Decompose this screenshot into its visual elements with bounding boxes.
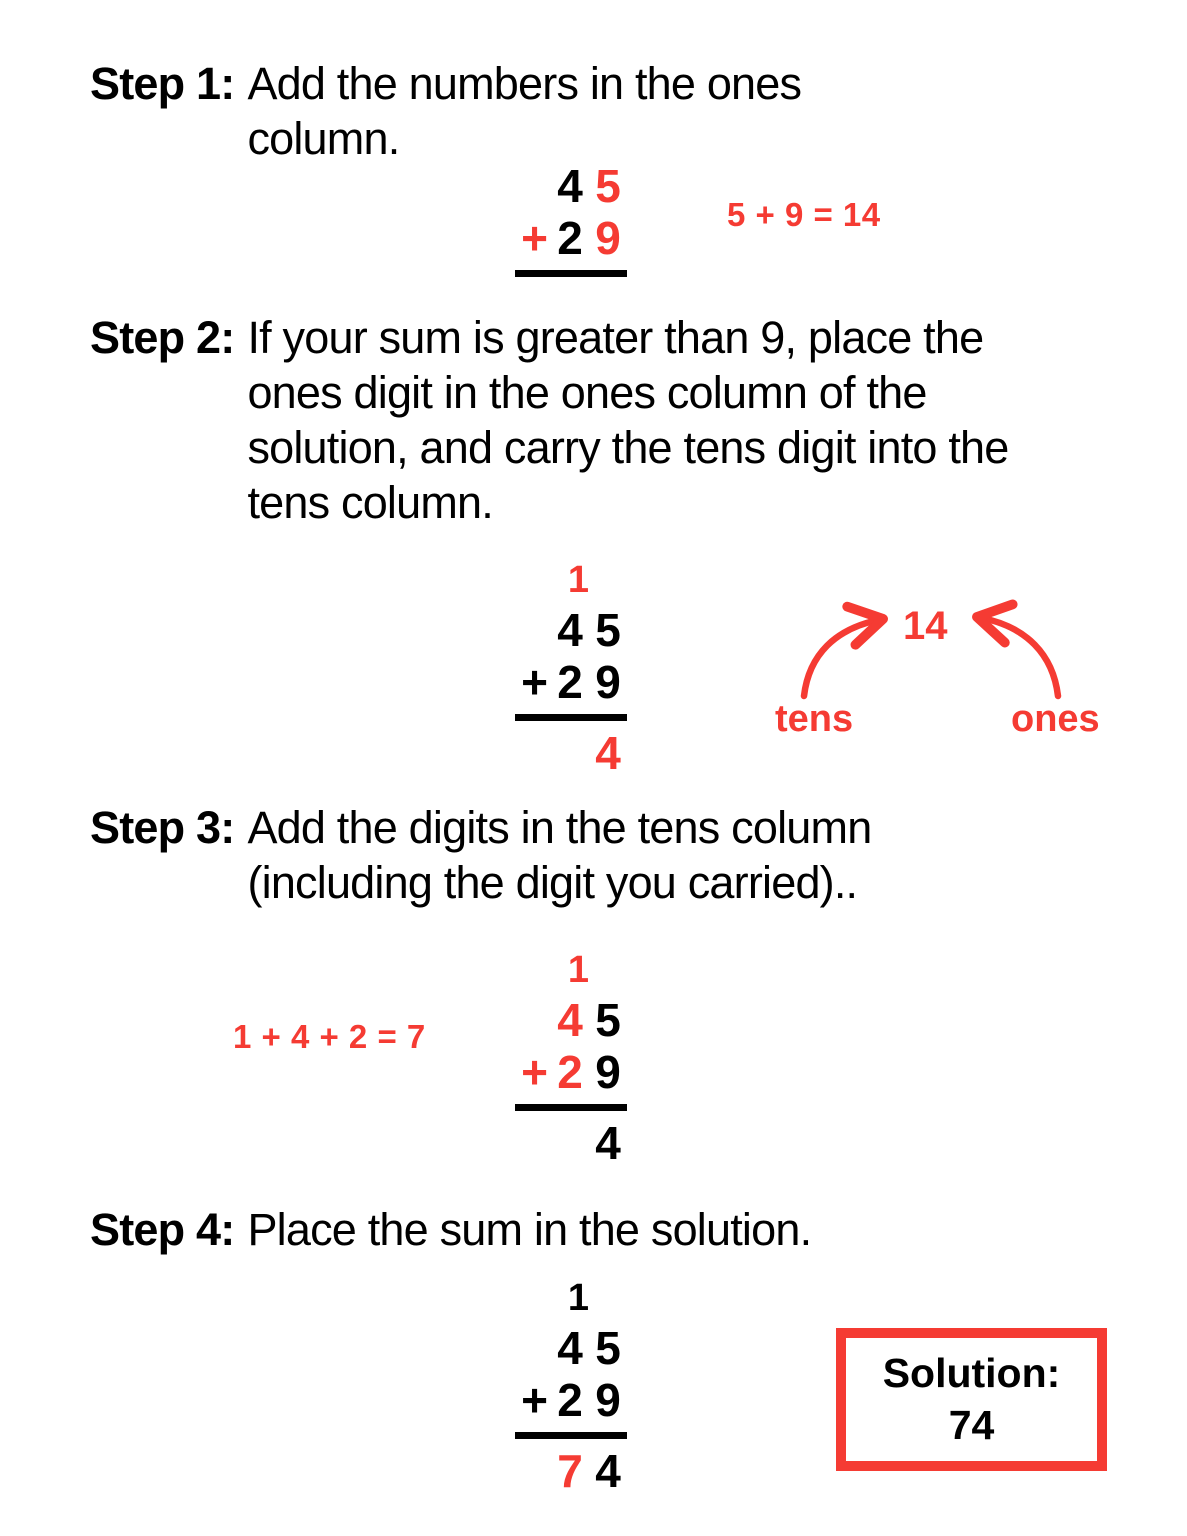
digit: 4 bbox=[595, 1445, 621, 1497]
step-4-label: Step 4: bbox=[90, 1204, 235, 1255]
tens-arrow-icon bbox=[804, 620, 878, 696]
digit: 5 bbox=[595, 1322, 621, 1374]
step-4-text: Place the sum in the solution. bbox=[247, 1204, 812, 1255]
step-2-label: Step 2: bbox=[90, 312, 235, 363]
result-row bbox=[512, 1445, 627, 1497]
step-1-problem bbox=[512, 160, 627, 283]
digit: 2 bbox=[557, 1374, 583, 1426]
digit: 5 bbox=[595, 604, 621, 656]
step-1-label: Step 1: bbox=[90, 58, 235, 109]
step-3-heading bbox=[90, 800, 1017, 910]
solution-box bbox=[836, 1328, 1107, 1471]
ones-label: ones bbox=[1011, 698, 1100, 740]
digit: 4 bbox=[557, 994, 583, 1046]
addend-top-row bbox=[512, 994, 627, 1046]
tens-sum-note: 1 + 4 + 2 = 7 bbox=[233, 1018, 426, 1055]
digit: 9 bbox=[595, 212, 621, 264]
result-row bbox=[512, 1117, 627, 1169]
digit: 2 bbox=[557, 1046, 583, 1098]
step-4-heading bbox=[90, 1202, 1147, 1257]
digit: 4 bbox=[557, 160, 583, 212]
addend-top-row bbox=[512, 1322, 627, 1374]
solution-value: 74 bbox=[948, 1401, 995, 1448]
digit: 4 bbox=[557, 604, 583, 656]
digit: 2 bbox=[557, 212, 583, 264]
digit: 9 bbox=[595, 1046, 621, 1098]
digit: 4 bbox=[595, 1117, 621, 1169]
sum-line bbox=[515, 714, 627, 721]
digit: 5 bbox=[595, 160, 621, 212]
ones-arrow-icon bbox=[982, 618, 1058, 696]
addend-bottom-row bbox=[512, 212, 627, 264]
sum-line bbox=[515, 270, 627, 277]
plus-sign: + bbox=[521, 212, 548, 264]
carry-arrows-icon bbox=[780, 598, 1080, 703]
tens-label: tens bbox=[775, 698, 854, 740]
step-3-text: Add the digits in the tens column (including the digit you carried).. bbox=[247, 802, 872, 908]
plus-sign: + bbox=[521, 656, 548, 708]
carried-sum-value: 14 bbox=[903, 604, 948, 648]
addend-bottom-row bbox=[512, 1046, 627, 1098]
step-1-heading bbox=[90, 56, 947, 166]
solution-title: Solution: bbox=[882, 1350, 1061, 1397]
digit: 2 bbox=[557, 656, 583, 708]
carry-digit: 1 bbox=[567, 949, 589, 991]
step-2-heading bbox=[90, 310, 1047, 530]
step-3-label: Step 3: bbox=[90, 802, 235, 853]
addend-bottom-row bbox=[512, 656, 627, 708]
step-2-text: If your sum is greater than 9, place the ones digit in the ones column of the solution, and carry the tens digit into the tens column. bbox=[247, 312, 1009, 528]
plus-sign: + bbox=[521, 1046, 548, 1098]
result-row bbox=[512, 727, 627, 779]
step-2-problem bbox=[512, 556, 627, 779]
carry-digit: 1 bbox=[567, 1277, 589, 1319]
step-4-problem bbox=[512, 1274, 627, 1497]
digit: 9 bbox=[595, 656, 621, 708]
sum-line bbox=[515, 1432, 627, 1439]
digit: 9 bbox=[595, 1374, 621, 1426]
sum-line bbox=[515, 1104, 627, 1111]
carry-row bbox=[512, 1274, 627, 1322]
addend-bottom-row bbox=[512, 1374, 627, 1426]
digit: 5 bbox=[595, 994, 621, 1046]
plus-sign: + bbox=[521, 1374, 548, 1426]
ones-sum-note: 5 + 9 = 14 bbox=[727, 196, 881, 233]
carry-row bbox=[512, 556, 627, 604]
digit: 7 bbox=[557, 1445, 583, 1497]
addend-top-row bbox=[512, 160, 627, 212]
digit: 4 bbox=[557, 1322, 583, 1374]
carry-row bbox=[512, 946, 627, 994]
carry-digit: 1 bbox=[567, 559, 589, 601]
digit: 4 bbox=[595, 727, 621, 779]
step-3-problem bbox=[512, 946, 627, 1169]
step-1-text: Add the numbers in the ones column. bbox=[247, 58, 802, 164]
addend-top-row bbox=[512, 604, 627, 656]
